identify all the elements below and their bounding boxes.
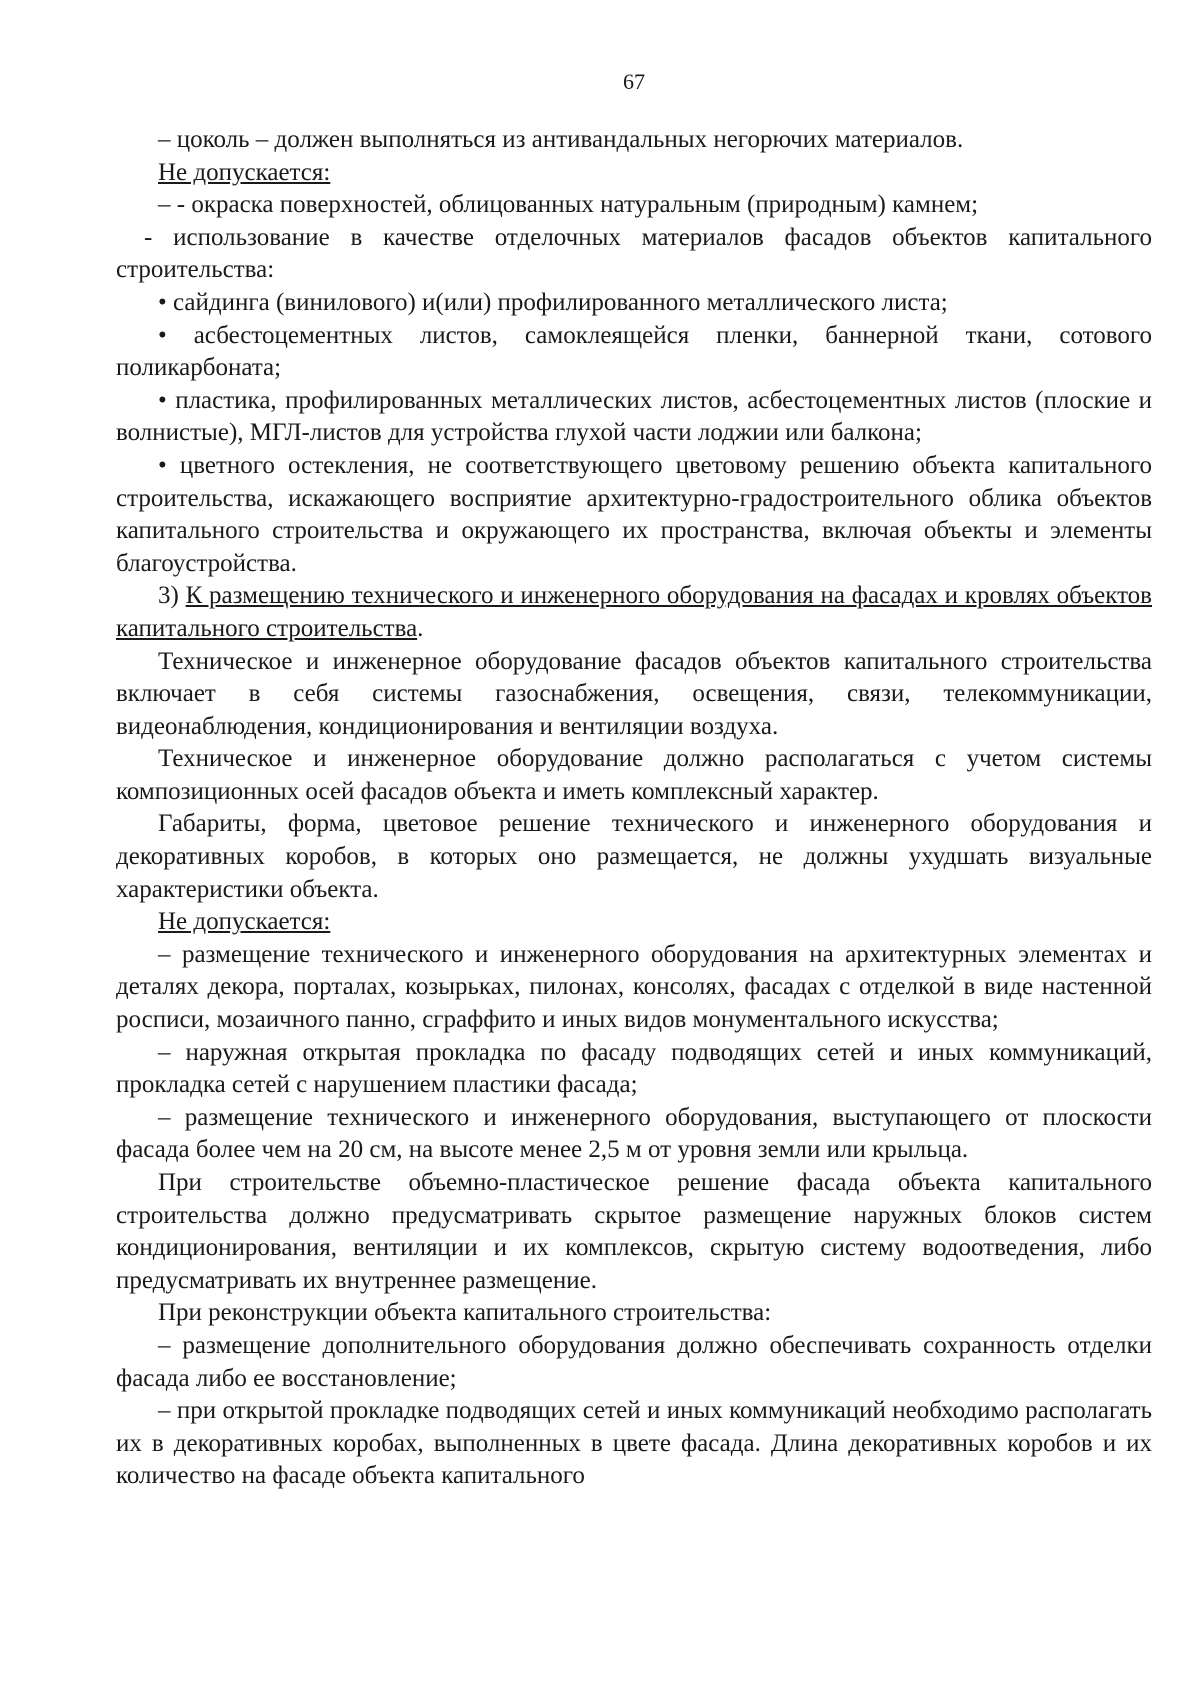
list-item: – размещение технического и инженерного оборудования на архитектурных элементах и деталях декора, порталах, козырьках, пилонах, консолях, фасадах с отделкой в виде настенной росписи, мозаичного панно, сграффито и иных видов монументального искусства; [116,940,1152,1034]
list-item: – при открытой прокладке подводящих сетей и иных коммуникаций необходимо располагать их в декоративных коробах, выполненных в цвете фасада. Длина декоративных коробов и их количество на фасаде объекта капитального [116,1397,1152,1490]
paragraph: – цоколь – должен выполняться из антивандальных негорючих материалов. [158,126,964,153]
section-number: 3) [158,582,186,610]
paragraph: Габариты, форма, цветовое решение технического и инженерного оборудования и декоративных коробов, в которых оно размещается, не должны ухудшать визуальные характеристики объекта. [116,810,1152,903]
bullet-item: • пластика, профилированных металлических листов, асбестоцементных листов (плоские и волнистые), МГЛ-листов для устройства глухой части лоджии или балкона; [116,386,1152,447]
bullet-item: • сайдинга (винилового) и(или) профилированного металлического листа; [158,288,948,316]
list-item: – размещение дополнительного оборудования должно обеспечивать сохранность отделки фасада либо ее восстановление; [116,1331,1152,1392]
section-title: К размещению технического и инженерного оборудования на фасадах и кровлях объектов капитального строительства [116,582,1152,642]
paragraph: - использование в качестве отделочных материалов фасадов объектов капитального строительства: [116,223,1152,284]
subheading-not-allowed: Не допускается: [158,158,331,186]
paragraph: Техническое и инженерное оборудование должно располагаться с учетом системы композиционных осей фасадов объекта и иметь комплексный характер. [116,745,1152,805]
list-item: – наружная открытая прокладка по фасаду подводящих сетей и иных коммуникаций, прокладка сетей с нарушением пластики фасада; [116,1038,1152,1099]
paragraph: Техническое и инженерное оборудование фасадов объектов капитального строительства включает в себя системы газоснабжения, освещения, связи, телекоммуникации, видеонаблюдения, кондиционирования и вентиляции воздуха. [116,647,1152,740]
subheading-not-allowed: Не допускается: [158,908,331,936]
bullet-item: • цветного остекления, не соответствующего цветовому решению объекта капитального строительства, искажающего восприятие архитектурно-градостроительного облика объектов капитального строительства и окружающего их пространства, включая объекты и элементы благоустройства. [116,451,1152,577]
page-number: 67 [623,69,645,94]
section-heading [116,580,1152,645]
paragraph: – - окраска поверхностей, облицованных натуральным (природным) камнем; [158,191,979,219]
document-page [116,70,1152,1493]
paragraph: При реконструкции объекта капитального строительства: [158,1299,772,1327]
list-item: – размещение технического и инженерного оборудования, выступающего от плоскости фасада более чем на 20 см, на высоте менее 2,5 м от уровня земли или крыльца. [116,1103,1152,1164]
section-period: . [417,614,424,642]
bullet-item: • асбестоцементных листов, самоклеящейся пленки, баннерной ткани, сотового поликарбоната; [116,321,1152,382]
paragraph: При строительстве объемно-пластическое решение фасада объекта капитального строительства должно предусматривать скрытое размещение наружных блоков систем кондиционирования, вентиляции и их комплексов, скрытую систему водоотведения, либо предусматривать их внутреннее размещение. [116,1169,1152,1294]
